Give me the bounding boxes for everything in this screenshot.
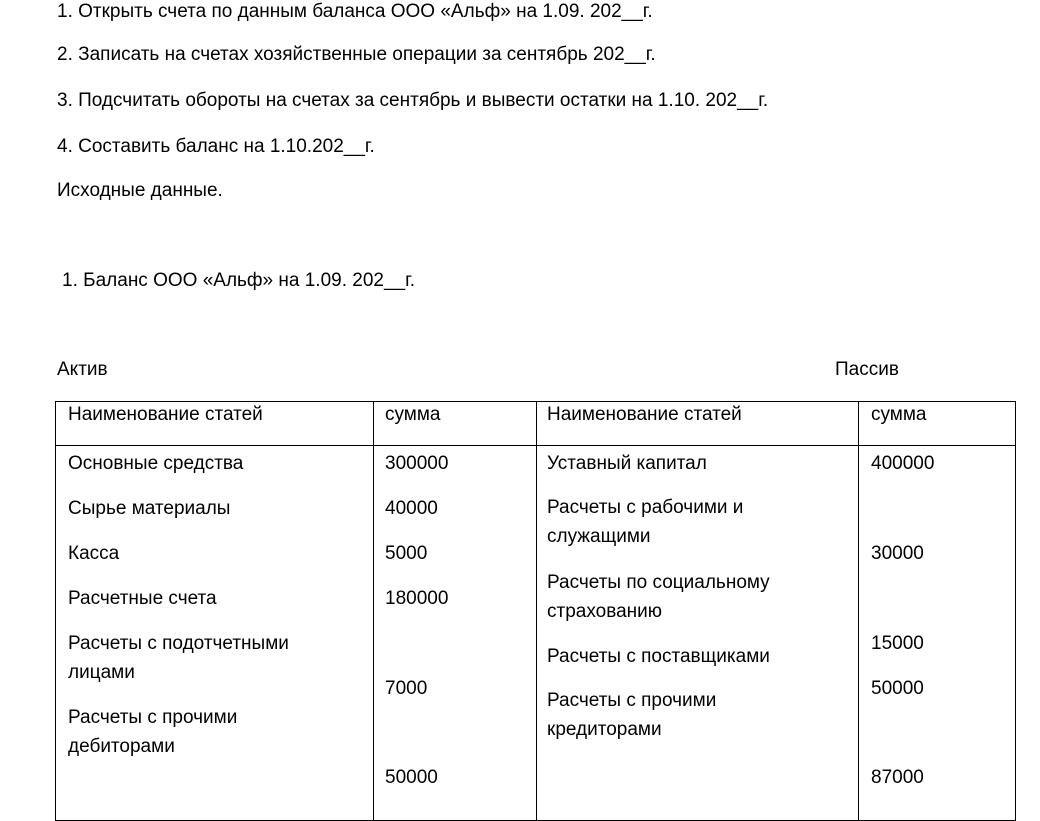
balance-table: [55, 401, 1016, 821]
instruction-3: 3. Подсчитать обороты на счетах за сентябрь и вывести остатки на 1.10. 202__г.: [57, 90, 769, 111]
header-passiv-sum: сумма: [871, 404, 927, 425]
aktiv-item: лицами: [68, 662, 135, 683]
aktiv-sum: 300000: [385, 453, 449, 474]
passiv-item: страхованию: [547, 601, 662, 622]
column-divider: [536, 402, 537, 820]
passiv-item: Расчеты с поставщиками: [547, 646, 770, 667]
passiv-item: Расчеты по социальному: [547, 572, 770, 593]
instruction-4: 4. Составить баланс на 1.10.202__г.: [57, 136, 375, 157]
aktiv-item: дебиторами: [68, 736, 175, 757]
passiv-item: Расчеты с рабочими и: [547, 497, 744, 518]
source-data-label: Исходные данные.: [57, 180, 223, 201]
column-divider: [373, 402, 374, 820]
passiv-label: Пассив: [835, 359, 899, 380]
passiv-sum: 400000: [871, 453, 935, 474]
aktiv-sum: 50000: [385, 767, 438, 788]
passiv-item: Расчеты с прочими: [547, 690, 717, 711]
balance-title: 1. Баланс ООО «Альф» на 1.09. 202__г.: [62, 270, 416, 291]
aktiv-sum: 7000: [385, 678, 428, 699]
aktiv-item: Касса: [68, 543, 120, 564]
passiv-sum: 87000: [871, 767, 924, 788]
aktiv-item: Расчеты с подотчетными: [68, 633, 289, 654]
instruction-1: 1. Открыть счета по данным баланса ООО «Альф» на 1.09. 202__г.: [57, 1, 653, 22]
passiv-item: кредиторами: [547, 719, 662, 740]
aktiv-item: Основные средства: [68, 453, 244, 474]
passiv-item: Уставный капитал: [547, 453, 707, 474]
aktiv-sum: 5000: [385, 543, 428, 564]
aktiv-item: Сырье материалы: [68, 498, 231, 519]
header-aktiv-sum: сумма: [385, 404, 441, 425]
passiv-sum: 50000: [871, 678, 924, 699]
aktiv-item: Расчетные счета: [68, 588, 217, 609]
passiv-item: служащими: [547, 526, 651, 547]
header-passiv-name: Наименование статей: [547, 404, 742, 425]
aktiv-sum: 180000: [385, 588, 449, 609]
header-divider: [56, 445, 1015, 446]
header-aktiv-name: Наименование статей: [68, 404, 263, 425]
passiv-sum: 15000: [871, 633, 924, 654]
aktiv-item: Расчеты с прочими: [68, 707, 238, 728]
passiv-sum: 30000: [871, 543, 924, 564]
column-divider: [858, 402, 859, 820]
aktiv-label: Актив: [57, 359, 108, 380]
aktiv-sum: 40000: [385, 498, 438, 519]
instruction-2: 2. Записать на счетах хозяйственные операции за сентябрь 202__г.: [57, 44, 656, 65]
